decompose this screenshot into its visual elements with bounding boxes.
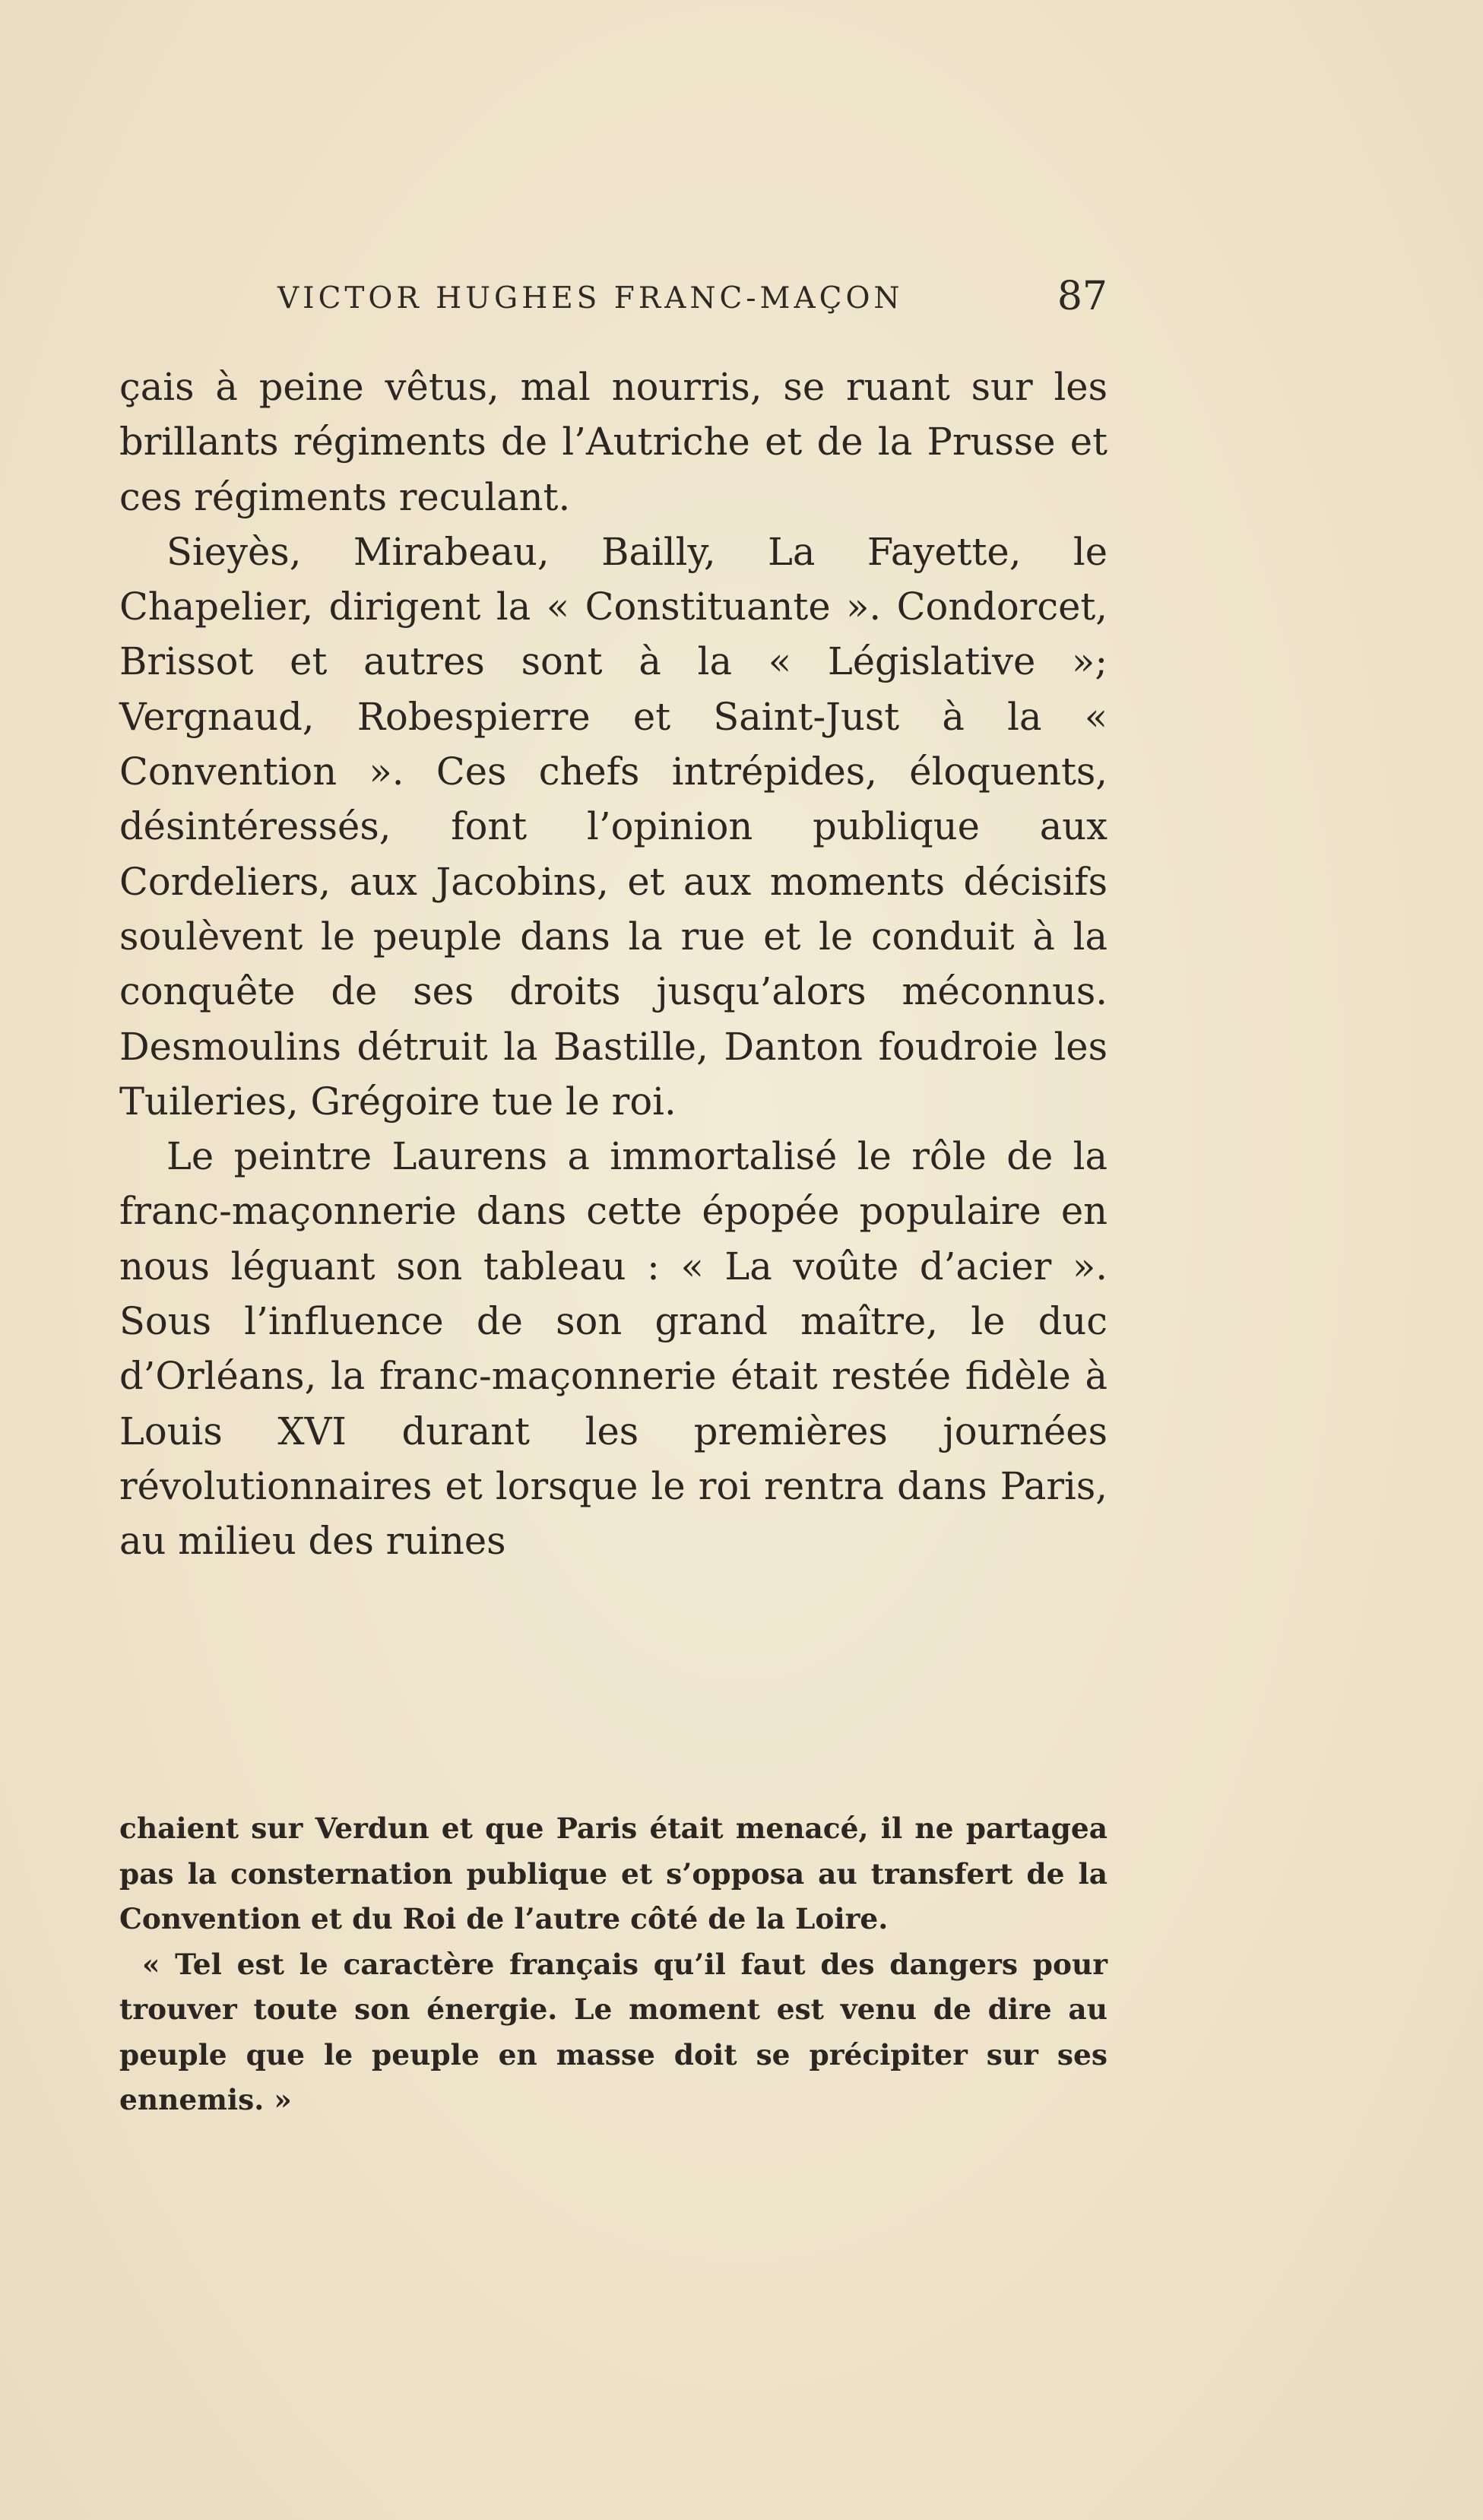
footnote (119, 1806, 1107, 2123)
main-text (119, 360, 1107, 1569)
running-title: VICTOR HUGHES FRANC-MAÇON (277, 281, 904, 315)
paragraph: Le peintre Laurens a immortalisé le rôle de la franc-maçonnerie dans cette épopée populaire en nous léguant son tableau : « La voûte d’acier ». Sous l’influence de son grand maître, le duc d’Orléans, la franc-maçonnerie était restée fidèle à Louis XVI durant les premières journées révolutionnaires et lorsque le roi rentra dans Paris, au milieu des ruines (119, 1134, 1107, 1564)
footnote-paragraph-continued: chaient sur Verdun et que Paris était menacé, il ne partagea pas la consternation publique et s’opposa au transfert de la Convention et du Roi de l’autre côté de la Loire. (119, 1812, 1107, 1935)
page-number: 87 (1057, 274, 1107, 319)
footnote-paragraph: « Tel est le caractère français qu’il faut des dangers pour trouver toute son énergie. Le moment est venu de dire au peuple que le peuple en masse doit se précipiter sur ses ennemis. » (119, 1947, 1107, 2116)
paragraph-continued: çais à peine vêtus, mal nourris, se ruant sur les brillants régiments de l’Autriche et de la Prusse et ces régiments reculant. (119, 365, 1107, 519)
page-header (119, 274, 1107, 327)
paragraph: Sieyès, Mirabeau, Bailly, La Fayette, le Chapelier, dirigent la « Constituante ». Condorcet, Brissot et autres sont à la « Législative »; Vergnaud, Robespierre et Saint-Just à la « Convention ». Ces chefs intrépides, éloquents, désintéressés, font l’opinion publique aux Cordeliers, aux Jacobins, et aux moments décisifs soulèvent le peuple dans la rue et le conduit à la conquête de ses droits jusqu’alors méconnus. Desmoulins détruit la Bastille, Danton foudroie les Tuileries, Grégoire tue le roi. (119, 529, 1107, 1124)
